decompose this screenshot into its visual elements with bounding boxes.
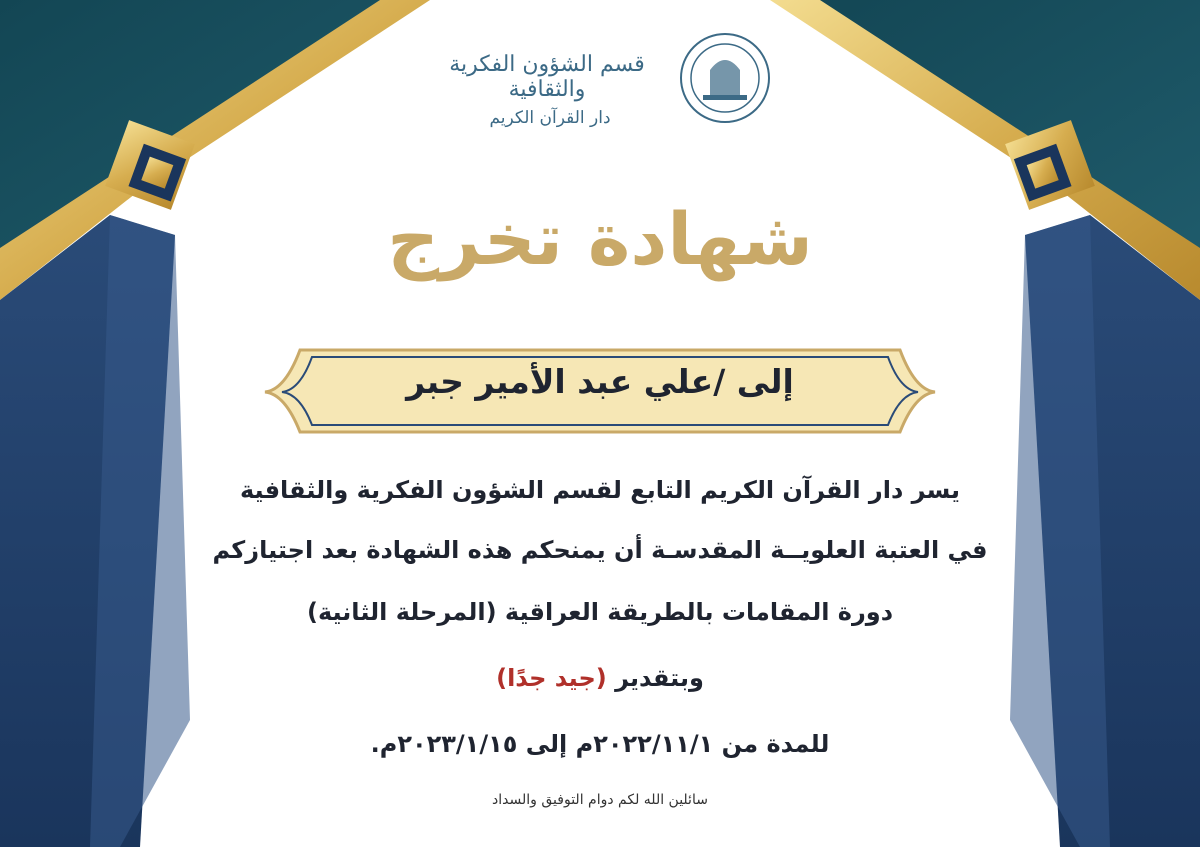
closing-blessing: سائلين الله لكم دوام التوفيق والسداد [492,792,708,808]
certificate-title: شهادة تخرج [387,197,813,281]
study-period: للمدة من ٢٠٢٢/١١/١م إلى ٢٠٢٣/١/١٥م. [370,730,830,758]
department-name: قسم الشؤون الفكرية والثقافية [449,52,645,102]
shrine-emblem [681,34,769,122]
grade-line [130,664,1070,692]
recipient-name: إلى /علي عبد الأمير جبر [406,362,794,401]
grade-prefix: وبتقدير [615,664,704,692]
body-line-2: في العتبة العلويــة المقدسـة أن يمنحكم هذه الشهادة بعد اجتيازكم [212,536,988,564]
body-line-1: يسر دار القرآن الكريم التابع لقسم الشؤون الفكرية والثقافية [239,476,961,504]
body-line-3: دورة المقامات بالطريقة العراقية (المرحلة الثانية) [306,598,894,626]
department-subtitle: دار القرآن الكريم [489,108,611,128]
grade-value: (جيد جدًا) [496,664,607,692]
